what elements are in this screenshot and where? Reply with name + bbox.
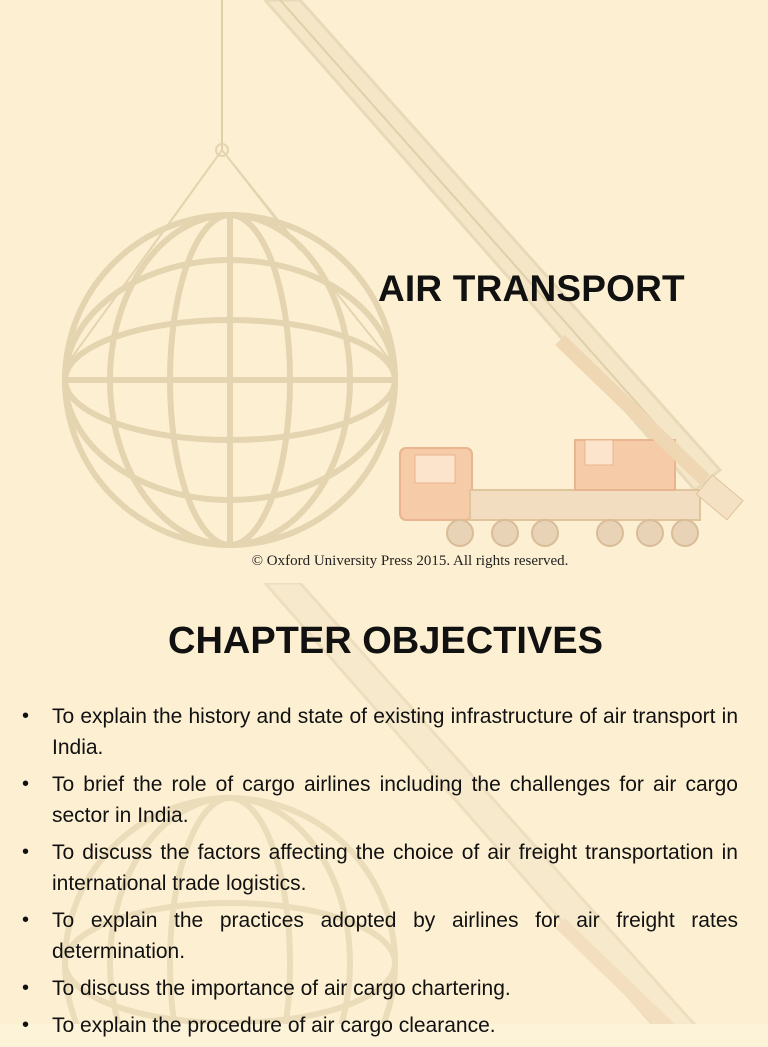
section-title: CHAPTER OBJECTIVES bbox=[168, 620, 603, 662]
bullet-icon: • bbox=[22, 841, 30, 863]
slide-title: AIR TRANSPORT bbox=[378, 268, 685, 309]
list-item: • To explain the practices adopted by airlines for air freight rates determination. bbox=[22, 905, 738, 967]
bullet-icon: • bbox=[22, 705, 30, 727]
list-item: • To discuss the factors affecting the choice of air freight transportation in international trade logistics. bbox=[22, 837, 738, 899]
globe-net-icon bbox=[65, 144, 395, 545]
bullet-icon: • bbox=[22, 1014, 30, 1036]
copyright-notice: © Oxford University Press 2015. All rights reserved. bbox=[251, 553, 569, 569]
list-item: • To explain the procedure of air cargo clearance. bbox=[22, 1010, 738, 1041]
objectives-list bbox=[22, 701, 738, 1047]
bullet-icon: • bbox=[22, 909, 30, 931]
bullet-icon: • bbox=[22, 773, 30, 795]
list-item: • To brief the role of cargo airlines including the challenges for air cargo sector in India. bbox=[22, 769, 738, 831]
list-item: • To explain the history and state of existing infrastructure of air transport in India. bbox=[22, 701, 738, 763]
list-item: • To discuss the importance of air cargo chartering. bbox=[22, 973, 738, 1004]
bullet-icon: • bbox=[22, 977, 30, 999]
